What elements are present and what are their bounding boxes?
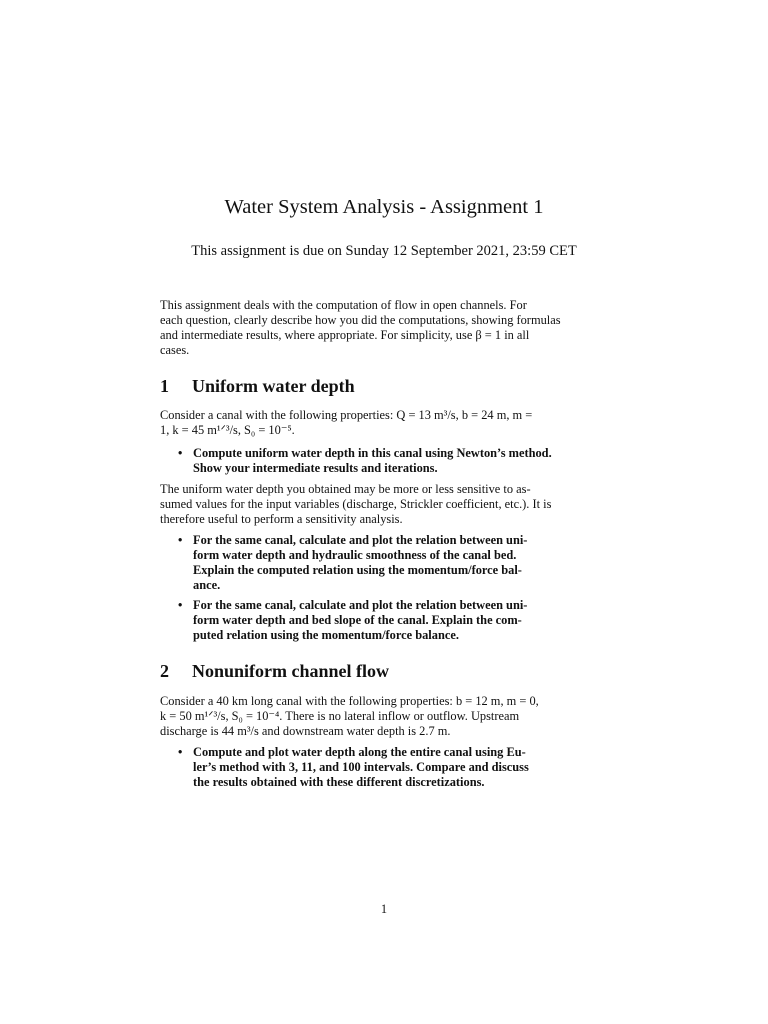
page-number: 1 xyxy=(380,902,388,916)
bullet-line: puted relation using the momentum/force balance. xyxy=(193,628,459,642)
intro-line: and intermediate results, where appropriate. For simplicity, use β = 1 in all xyxy=(160,328,530,342)
paragraph-line: The uniform water depth you obtained may be more or less sensitive to as- xyxy=(160,482,531,496)
question-bullet xyxy=(178,533,623,593)
page-title: Water System Analysis - Assignment 1 xyxy=(224,196,544,218)
parameters-line: 1, k = 45 m¹ᐟ³/s, S₀ = 10⁻⁵. xyxy=(160,423,295,437)
section-number: 2 xyxy=(160,661,169,681)
section-1-parameters xyxy=(160,408,605,438)
bullet-line: form water depth and hydraulic smoothness of the canal bed. xyxy=(193,548,517,562)
bullet-line: Compute and plot water depth along the entire canal using Eu- xyxy=(193,745,526,759)
intro-paragraph xyxy=(160,298,605,358)
question-bullet xyxy=(178,446,623,476)
parameters-line: Consider a 40 km long canal with the following properties: b = 12 m, m = 0, xyxy=(160,694,539,708)
section-number: 1 xyxy=(160,376,169,396)
bullet-line: Show your intermediate results and iterations. xyxy=(193,461,438,475)
bullet-line: Explain the computed relation using the momentum/force bal- xyxy=(193,563,522,577)
intro-line: This assignment deals with the computation of flow in open channels. For xyxy=(160,298,527,312)
question-bullet xyxy=(178,598,623,643)
section-2-heading xyxy=(160,661,389,682)
bullet-line: ler’s method with 3, 11, and 100 intervals. Compare and discuss xyxy=(193,760,529,774)
section-2-parameters xyxy=(160,694,605,739)
bullet-line: Compute uniform water depth in this canal using Newton’s method. xyxy=(193,446,552,460)
paragraph-line: therefore useful to perform a sensitivity analysis. xyxy=(160,512,403,526)
parameters-line: Consider a canal with the following properties: Q = 13 m³/s, b = 24 m, m = xyxy=(160,408,533,422)
sensitivity-paragraph xyxy=(160,482,605,527)
question-bullet xyxy=(178,745,623,790)
parameters-line: discharge is 44 m³/s and downstream water depth is 2.7 m. xyxy=(160,724,451,738)
bullet-line: the results obtained with these different discretizations. xyxy=(193,775,485,789)
bullet-line: For the same canal, calculate and plot the relation between uni- xyxy=(193,598,528,612)
bullet-line: For the same canal, calculate and plot the relation between uni- xyxy=(193,533,528,547)
paragraph-line: sumed values for the input variables (discharge, Strickler coefficient, etc.). It is xyxy=(160,497,552,511)
parameters-line: k = 50 m¹ᐟ³/s, S₀ = 10⁻⁴. There is no lateral inflow or outflow. Upstream xyxy=(160,709,520,723)
bullet-icon: • xyxy=(178,598,183,612)
bullet-icon: • xyxy=(178,745,183,759)
section-1-heading xyxy=(160,376,355,397)
bullet-icon: • xyxy=(178,533,183,547)
section-title: Uniform water depth xyxy=(192,376,355,396)
bullet-line: ance. xyxy=(193,578,221,592)
intro-line: each question, clearly describe how you did the computations, showing formulas xyxy=(160,313,561,327)
bullet-icon: • xyxy=(178,446,183,460)
intro-line: cases. xyxy=(160,343,190,357)
due-date-subtitle: This assignment is due on Sunday 12 September 2021, 23:59 CET xyxy=(191,243,577,259)
section-title: Nonuniform channel flow xyxy=(192,661,390,681)
bullet-line: form water depth and bed slope of the canal. Explain the com- xyxy=(193,613,522,627)
